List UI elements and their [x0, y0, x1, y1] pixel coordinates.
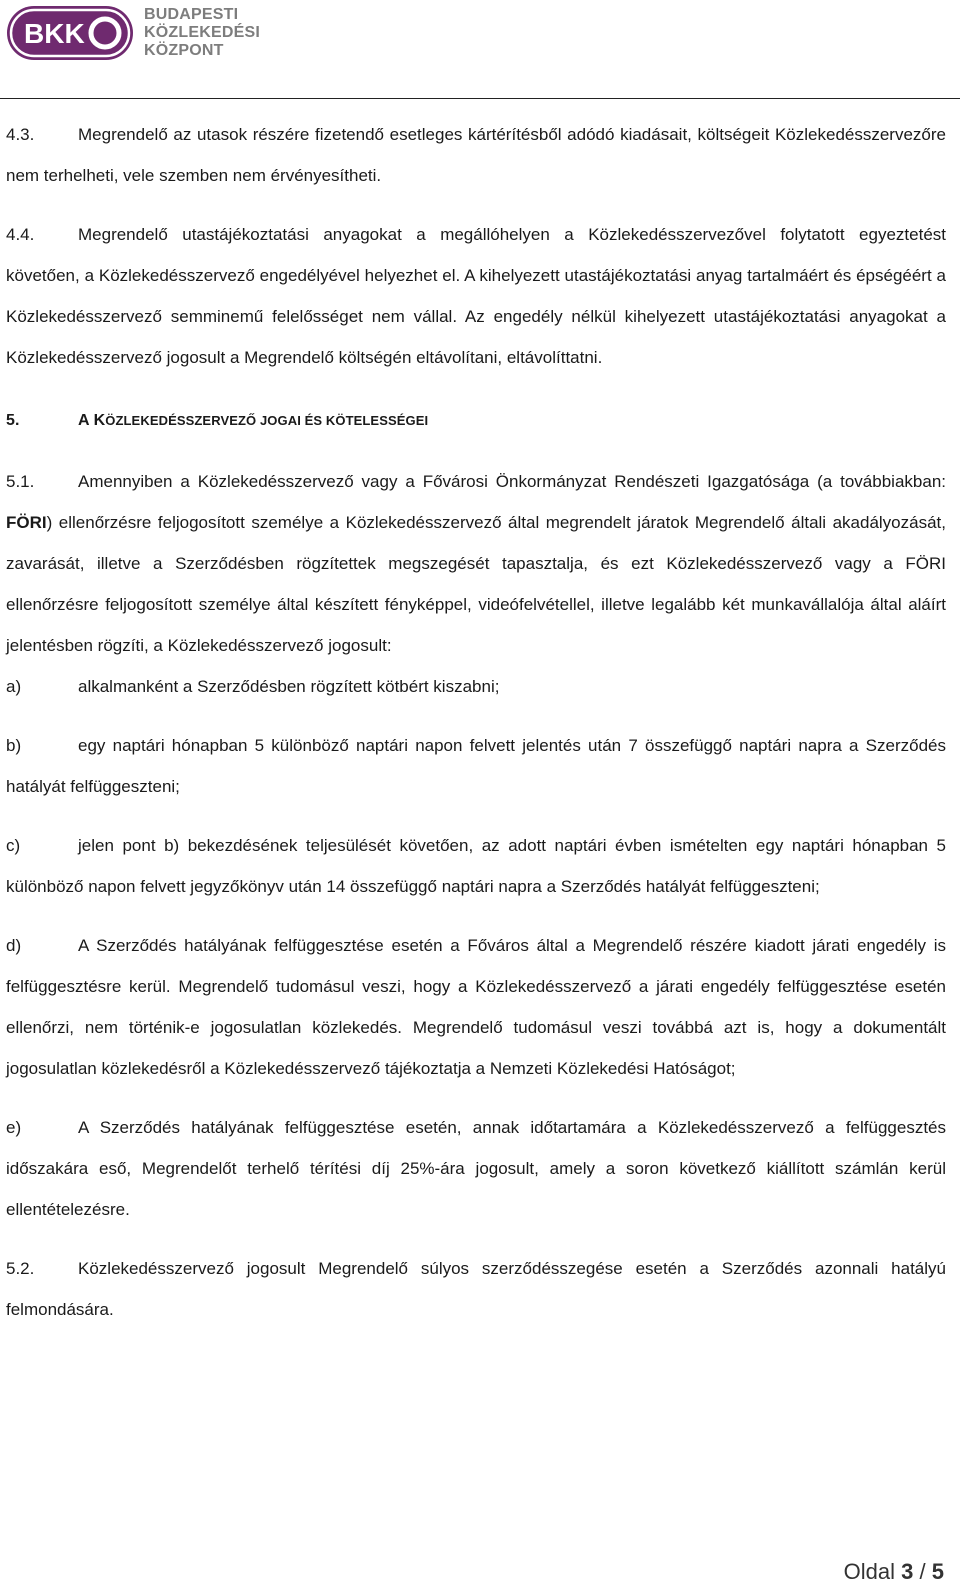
paragraph-number: 5.1. [6, 472, 35, 491]
list-item-label: a) [6, 677, 22, 696]
list-item-text: alkalmanként a Szerződésben rögzített kötbért kiszabni; [78, 677, 500, 696]
page-footer [844, 1559, 944, 1585]
page-label: Oldal [843, 1559, 895, 1584]
document-body [6, 114, 946, 1330]
list-item-text: egy naptári hónapban 5 különböző naptári napon felvett jelentés után 7 összefüggő naptári napra a Szerződés hatályát felfüggeszteni; [6, 736, 946, 796]
paragraph-text: Megrendelő az utasok részére fizetendő esetleges kártérítésből adódó kiadásait, költségeit Közlekedésszervezőre nem terhelheti, vele szemben nem érvényesítheti. [6, 125, 946, 185]
current-page-number: 3 [901, 1559, 914, 1584]
paragraph-text-b: ) ellenőrzésre feljogosított személye a Közlekedésszervező által megrendelt járatok Megrendelő általi akadályozását, zavarását, illetve a Szerződésben rögzítettek megszegését tapasztalja, és ezt Közlekedésszervező vagy a FÖRI ellenőrzésre feljogosított személye által készített fényképpel, videófelvétellel, illetve legalább két munkavállalója által aláírt jelentésben rögzíti, a Közlekedésszervező jogosult: [6, 513, 946, 655]
paragraph-text-a: Amennyiben a Közlekedésszervező vagy a Fővárosi Önkormányzat Rendészeti Igazgatósága (a továbbiakban: [78, 472, 946, 491]
page-separator: / [919, 1559, 926, 1584]
section-heading-5 [6, 400, 946, 441]
paragraph-4-4 [6, 214, 946, 378]
list-item-a [6, 666, 946, 707]
section-title-first: A K [78, 412, 106, 429]
list-item-e [6, 1107, 946, 1230]
list-item-label: e) [6, 1118, 22, 1137]
list-item-c [6, 825, 946, 907]
paragraph-text: Megrendelő utastájékoztatási anyagokat a megállóhelyen a Közlekedésszervezővel folytatott egyeztetést követően, a Közlekedésszervező engedélyével helyezhet el. A kihelyezett utastájékoztatási anyag tartalmáért és épségéért a Közlekedésszervező semminemű felelősséget nem vállal. Az engedély nélkül kihelyezett utastájékoztatási anyagokat a Közlekedésszervező jogosult a Megrendelő költségén eltávolítani, eltávolíttatni. [6, 225, 946, 367]
list-item-b [6, 725, 946, 807]
bkk-logo-badge [6, 5, 134, 61]
header-divider [0, 98, 960, 99]
paragraph-text: Közlekedésszervező jogosult Megrendelő súlyos szerződésszegése esetén a Szerződés azonnali hatályú felmondására. [6, 1259, 946, 1319]
logo-line-1: BUDAPESTI [144, 6, 239, 23]
section-title-rest: ÖZLEKEDÉSSZERVEZŐ JOGAI ÉS KÖTELESSÉGEI [105, 413, 429, 428]
list-item-label: b) [6, 736, 22, 755]
logo-line-3: KÖZPONT [144, 42, 224, 59]
logo-line-2: KÖZLEKEDÉSI [144, 24, 260, 41]
total-pages-number: 5 [931, 1559, 944, 1584]
paragraph-number: 4.4. [6, 225, 35, 244]
list-item-label: d) [6, 936, 22, 955]
list-item-label: c) [6, 836, 21, 855]
bkk-logo [6, 5, 260, 61]
paragraph-number: 4.3. [6, 125, 35, 144]
logo-wordmark [144, 6, 260, 60]
logo-badge-text: BKK [24, 18, 85, 49]
list-item-d [6, 925, 946, 1089]
paragraph-number: 5.2. [6, 1259, 35, 1278]
section-number: 5. [6, 412, 20, 429]
foeri-abbreviation: FÖRI [6, 513, 47, 532]
paragraph-5-2 [6, 1248, 946, 1330]
list-item-text: A Szerződés hatályának felfüggesztése esetén a Főváros által a Megrendelő részére kiadott járati engedély is felfüggesztésre kerül. Megrendelő tudomásul veszi, hogy a Közlekedésszervező a járati engedély felfüggesztése esetén ellenőrzi, nem történik-e jogosulatlan közlekedés. Megrendelő tudomásul veszi továbbá azt is, hogy a dokumentált jogosulatlan közlekedésről a Közlekedésszervező tájékoztatja a Nemzeti Közlekedési Hatóságot; [6, 936, 946, 1078]
list-item-text: jelen pont b) bekezdésének teljesülését követően, az adott naptári évben ismételten egy naptári hónapban 5 különböző napon felvett jegyzőkönyv után 14 összefüggő naptári napra a Szerződés hatályát felfüggeszteni; [6, 836, 946, 896]
paragraph-4-3 [6, 114, 946, 196]
page-header [0, 0, 960, 100]
list-item-text: A Szerződés hatályának felfüggesztése esetén, annak időtartamára a Közlekedésszervező a felfüggesztés időszakára eső, Megrendelőt terhelő térítési díj 25%-ára jogosult, amely a soron következő kiállított számlán kerül ellentételezésre. [6, 1118, 946, 1219]
paragraph-5-1 [6, 461, 946, 666]
